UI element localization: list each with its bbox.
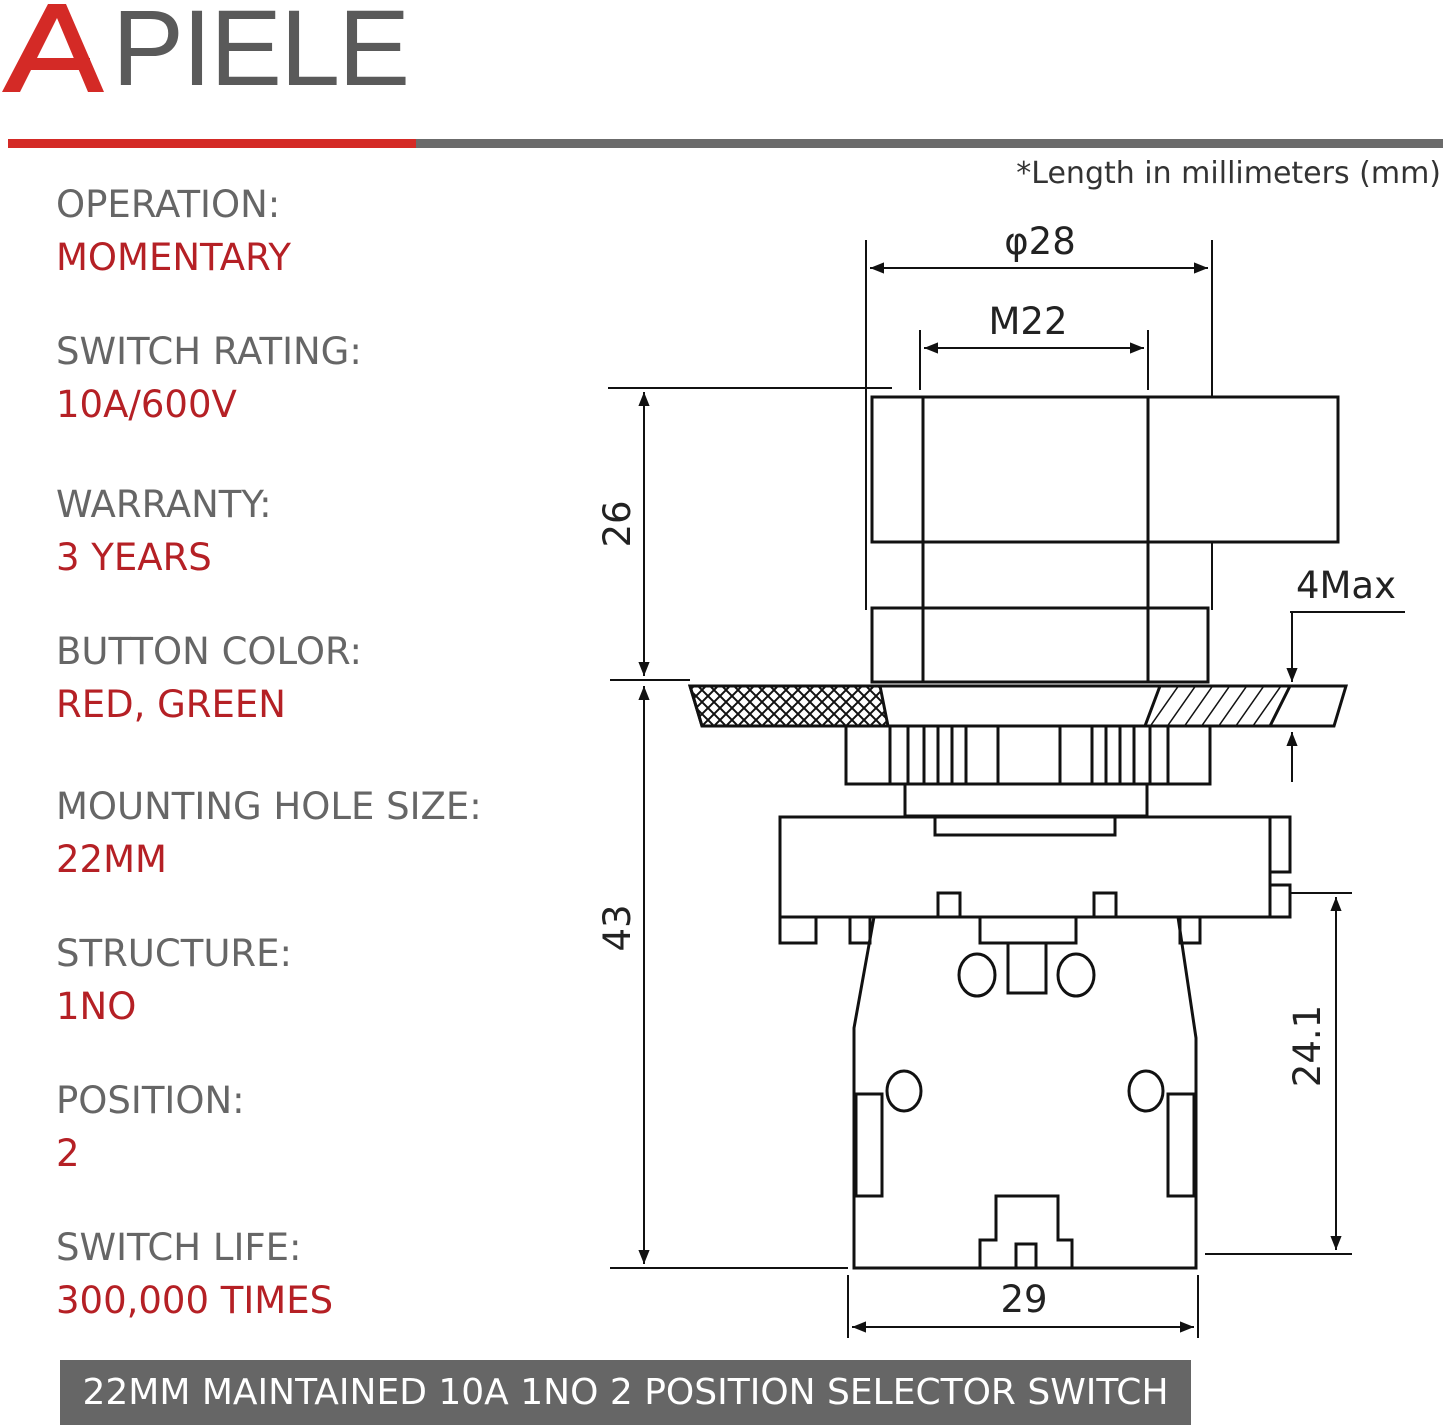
contact-block [854, 917, 1196, 1268]
spec-value: 300,000 TIMES [56, 1279, 334, 1322]
spec-value: 22MM [56, 838, 167, 881]
brand-logo [0, 0, 409, 108]
spec-structure [56, 932, 292, 1028]
spec-button-color [56, 630, 362, 726]
logo-mark-icon [0, 0, 112, 100]
spec-value: RED, GREEN [56, 683, 286, 726]
spec-switch-life [56, 1226, 334, 1322]
dimension-drawing [560, 195, 1445, 1345]
spec-label: SWITCH LIFE: [56, 1226, 302, 1269]
spec-label: SWITCH RATING: [56, 330, 362, 373]
spec-operation [56, 183, 292, 279]
dim-label-43: 43 [596, 904, 639, 952]
mounting-base [780, 817, 1290, 943]
spec-switch-rating [56, 330, 362, 426]
spec-label: STRUCTURE: [56, 932, 292, 975]
spec-label: MOUNTING HOLE SIZE: [56, 785, 482, 828]
panel-plate [690, 686, 1346, 726]
selector-head [872, 397, 1338, 682]
spec-label: BUTTON COLOR: [56, 630, 362, 673]
dim-label-24-1: 24.1 [1286, 1004, 1329, 1088]
dim-label-phi28: φ28 [1004, 220, 1076, 263]
spec-value: MOMENTARY [56, 236, 292, 279]
dim-label-m22: M22 [988, 300, 1068, 343]
product-title-banner: 22MM MAINTAINED 10A 1NO 2 POSITION SELECTOR SWITCH [60, 1360, 1191, 1425]
spec-warranty [56, 483, 272, 579]
spec-label: OPERATION: [56, 183, 281, 226]
header-rule-gray [416, 139, 1443, 148]
spec-value: 2 [56, 1132, 80, 1175]
logo-wordmark: PIELE [112, 0, 409, 108]
spec-value: 10A/600V [56, 383, 237, 426]
spec-label: WARRANTY: [56, 483, 272, 526]
spec-mounting-hole [56, 785, 482, 881]
threaded-collar [846, 726, 1210, 816]
spec-label: POSITION: [56, 1079, 245, 1122]
header-rule-red [8, 139, 416, 148]
dim-label-4max: 4Max [1295, 564, 1397, 607]
spec-position [56, 1079, 245, 1175]
spec-value: 1NO [56, 985, 137, 1028]
dim-label-26: 26 [596, 500, 639, 548]
spec-value: 3 YEARS [56, 536, 212, 579]
dim-label-29: 29 [1000, 1278, 1048, 1321]
units-note: *Length in millimeters (mm) [1016, 156, 1441, 191]
